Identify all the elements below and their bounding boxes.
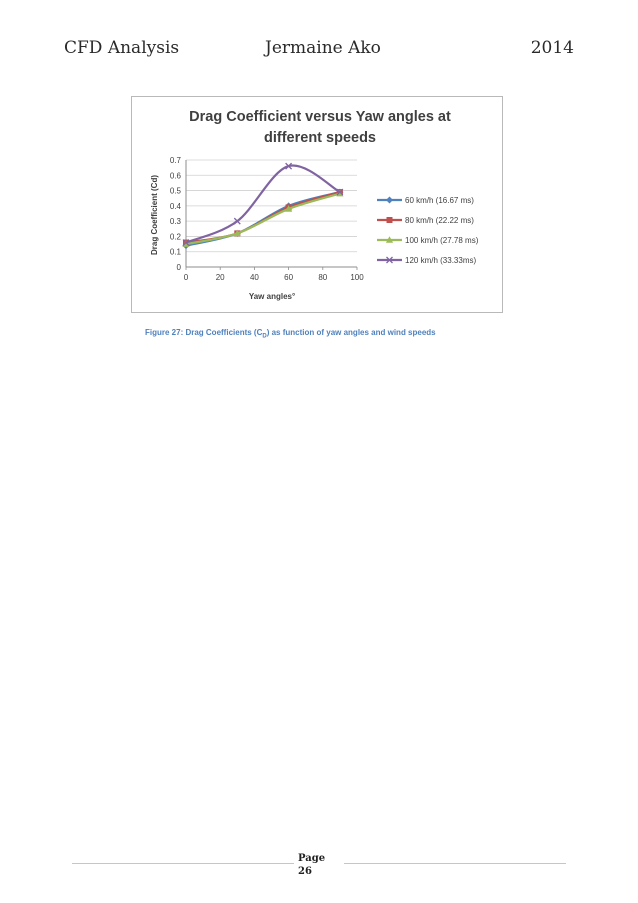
x-tick-label: 40: [249, 273, 259, 282]
x-tick-label: 60: [284, 273, 294, 282]
legend-label: 100 km/h (27.78 ms): [405, 236, 479, 245]
series-3: [182, 190, 343, 247]
y-tick-label: 0.7: [169, 156, 181, 165]
chart-figure: [131, 96, 503, 313]
legend-entry: [377, 236, 479, 245]
series-line: [186, 166, 340, 243]
running-header: [64, 38, 574, 62]
chart-title-line-2: different speeds: [264, 130, 376, 146]
y-tick-label: 0.1: [169, 247, 181, 257]
x-tick-label: 100: [350, 273, 364, 282]
y-tick-label: 0.5: [169, 186, 181, 196]
legend-label: 60 km/h (16.67 ms): [405, 196, 474, 205]
header-title: CFD Analysis: [64, 38, 180, 58]
page-number-value: 26: [298, 866, 312, 877]
page-number: [298, 852, 338, 878]
footer-rule-right: [344, 863, 566, 864]
y-tick-label: 0.3: [169, 217, 181, 227]
page-word: Page: [298, 853, 326, 864]
legend-label: 120 km/h (33.33ms): [405, 256, 477, 265]
y-tick-label: 0.4: [169, 201, 181, 211]
data-point: [386, 197, 393, 204]
x-tick-label: 80: [318, 273, 328, 282]
y-tick-label: 0.2: [169, 232, 181, 242]
x-tick-label: 0: [183, 273, 189, 282]
header-year: 2014: [530, 38, 574, 58]
header-author: Jermaine Ako: [265, 38, 381, 58]
chart-legend: [377, 196, 479, 265]
y-tick-label: 0: [176, 263, 181, 272]
x-tick-label: 20: [215, 273, 225, 282]
figure-caption: [145, 328, 505, 340]
chart-title-line-1: Drag Coefficient versus Yaw angles at: [189, 109, 451, 125]
caption-subscript: D: [262, 333, 267, 340]
y-axis-label: Drag Coefficient (Cd): [150, 175, 159, 255]
y-tick-label: 0.6: [169, 171, 181, 181]
legend-entry: [377, 256, 476, 265]
x-axis-label: Yaw angles°: [248, 292, 296, 301]
drag-coefficient-chart: [132, 97, 502, 312]
caption-text: Figure 27: Drag Coefficients (C: [145, 328, 263, 337]
series-2: [183, 189, 343, 245]
caption-text-tail: ) as function of yaw angles and wind speeds: [266, 328, 436, 337]
legend-label: 80 km/h (22.22 ms): [405, 216, 474, 225]
legend-entry: [377, 196, 474, 205]
legend-entry: [377, 216, 474, 225]
footer-rule-left: [72, 863, 294, 864]
data-point: [387, 217, 393, 223]
